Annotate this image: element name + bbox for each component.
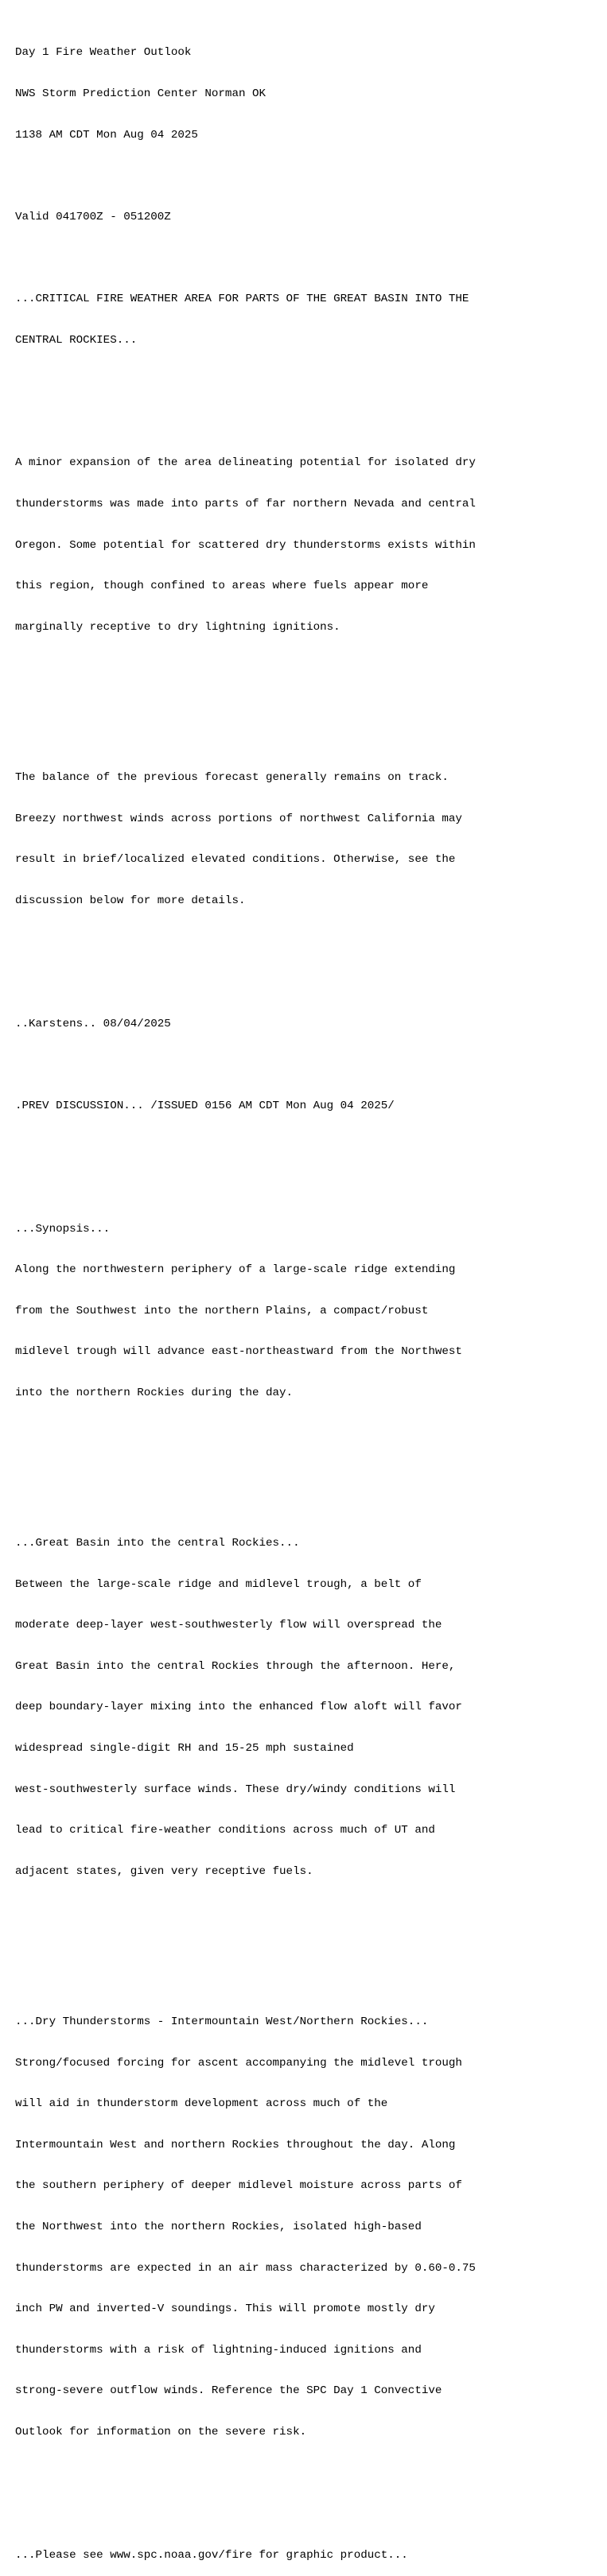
paragraph-line: strong-severe outflow winds. Reference the SPC Day 1 Convective — [15, 2384, 442, 2398]
spacer — [15, 1058, 604, 1072]
update-paragraph — [15, 429, 604, 661]
section-heading: ...Dry Thunderstorms - Intermountain West/Northern Rockies... — [15, 2015, 429, 2029]
section-heading: ...Great Basin into the central Rockies... — [15, 1537, 300, 1550]
paragraph-line: discussion below for more details. — [15, 894, 246, 907]
spacer — [15, 374, 604, 388]
paragraph-line: will aid in thunderstorm development across much of the — [15, 2097, 388, 2111]
paragraph-line: Strong/focused forcing for ascent accompanying the midlevel trough — [15, 2056, 462, 2070]
fire-weather-outlook-text — [15, 19, 604, 2576]
update-paragraph — [15, 744, 604, 936]
product-title: Day 1 Fire Weather Outlook — [15, 46, 192, 60]
forecaster-signature: ..Karstens.. 08/04/2025 — [15, 1017, 171, 1030]
spacer — [15, 251, 604, 265]
paragraph-line: deep boundary-layer mixing into the enhanced flow aloft will favor — [15, 1701, 462, 1714]
spacer — [15, 169, 604, 183]
paragraph-line: inch PW and inverted-V soundings. This will promote mostly dry — [15, 2302, 435, 2316]
paragraph-line: from the Southwest into the northern Plains, a compact/robust — [15, 1304, 429, 1317]
paragraph-line: moderate deep-layer west-southwesterly flow will overspread the — [15, 1619, 442, 1632]
paragraph-line: Great Basin into the central Rockies through the afternoon. Here, — [15, 1659, 456, 1673]
paragraph-line: Outlook for information on the severe risk. — [15, 2425, 307, 2438]
paragraph-line: thunderstorms are expected in an air mass characterized by 0.60-0.75 — [15, 2261, 476, 2275]
paragraph-line: thunderstorms was made into parts of far northern Nevada and central — [15, 497, 476, 510]
synopsis-section — [15, 1195, 604, 1427]
paragraph-line: result in brief/localized elevated conditions. Otherwise, see the — [15, 853, 456, 867]
spacer — [15, 1934, 604, 1947]
paragraph-line: adjacent states, given very receptive fuels. — [15, 1864, 313, 1878]
great-basin-section — [15, 1510, 604, 1907]
paragraph-line: into the northern Rockies during the day. — [15, 1386, 294, 1399]
paragraph-line: Between the large-scale ridge and midlevel trough, a belt of — [15, 1577, 422, 1591]
spacer — [15, 963, 604, 976]
headline-line: CENTRAL ROCKIES... — [15, 333, 138, 347]
paragraph-line: The balance of the previous forecast generally remains on track. — [15, 770, 449, 784]
paragraph-line: A minor expansion of the area delineating potential for isolated dry — [15, 456, 476, 470]
spacer — [15, 1140, 604, 1154]
dry-thunderstorms-section — [15, 1988, 604, 2467]
issue-time: 1138 AM CDT Mon Aug 04 2025 — [15, 128, 198, 142]
paragraph-line: lead to critical fire-weather conditions across much of UT and — [15, 1824, 435, 1837]
prev-discussion-header: .PREV DISCUSSION... /ISSUED 0156 AM CDT Mon Aug 04 2025/ — [15, 1099, 395, 1112]
paragraph-line: thunderstorms with a risk of lightning-induced ignitions and — [15, 2343, 422, 2357]
paragraph-line: Intermountain West and northern Rockies throughout the day. Along — [15, 2138, 456, 2151]
paragraph-line: marginally receptive to dry lightning ignitions. — [15, 620, 340, 634]
paragraph-line: Oregon. Some potential for scattered dry thunderstorms exists within — [15, 538, 476, 552]
issuing-office: NWS Storm Prediction Center Norman OK — [15, 87, 267, 100]
spacer — [15, 689, 604, 703]
paragraph-line: midlevel trough will advance east-northeastward from the Northwest — [15, 1345, 462, 1359]
paragraph-line: this region, though confined to areas where fuels appear more — [15, 580, 429, 593]
paragraph-line: the Northwest into the northern Rockies, isolated high-based — [15, 2221, 422, 2233]
paragraph-line: west-southwesterly surface winds. These dry/windy conditions will — [15, 1783, 456, 1796]
paragraph-line: widespread single-digit RH and 15-25 mph sustained — [15, 1742, 354, 1755]
valid-period: Valid 041700Z - 051200Z — [15, 210, 171, 223]
paragraph-line: Breezy northwest winds across portions of northwest California may — [15, 812, 462, 825]
spacer — [15, 2494, 604, 2508]
paragraph-line: Along the northwestern periphery of a large-scale ridge extending — [15, 1263, 456, 1277]
spacer — [15, 1455, 604, 1468]
paragraph-line: the southern periphery of deeper midlevel moisture across parts of — [15, 2179, 462, 2193]
graphic-product-footer: ...Please see www.spc.noaa.gov/fire for graphic product... — [15, 2548, 408, 2562]
section-heading: ...Synopsis... — [15, 1222, 111, 1236]
headline-line: ...CRITICAL FIRE WEATHER AREA FOR PARTS OF THE GREAT BASIN INTO THE — [15, 292, 469, 305]
